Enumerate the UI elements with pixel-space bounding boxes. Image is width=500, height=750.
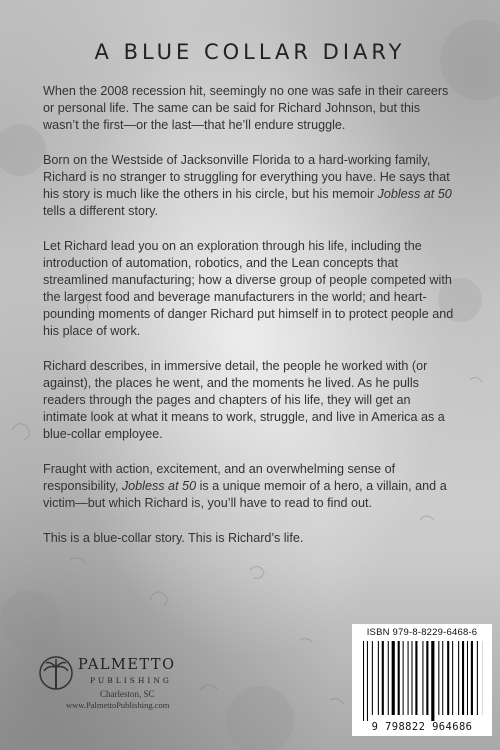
palmetto-tree-icon <box>38 655 74 703</box>
paragraph-text: Fraught with action, excitement, and an overwhelming sense of responsibility, <box>43 462 396 493</box>
isbn-label: ISBN 979-8-8229-6468-6 <box>366 627 478 638</box>
publisher-url: www.PalmettoPublishing.com <box>66 700 170 710</box>
isbn-barcode-box <box>352 624 492 736</box>
paragraph-text: Born on the Westside of Jacksonville Florida to a hard-working family, Richard is no stranger to struggling for everything you have. He says that his story is much like the others in his circle, but his memoir <box>43 153 450 201</box>
publisher-subtitle: PUBLISHING <box>90 676 172 685</box>
barcode <box>361 641 483 721</box>
synopsis-paragraph: When the 2008 recession hit, seemingly no one was safe in their careers or personal life. The same can be said for Richard Johnson, but this wasn’t the first—or the last—that he’ll endure struggle. <box>43 84 449 132</box>
synopsis <box>43 83 457 565</box>
paragraph-text: tells a different story. <box>43 204 159 218</box>
publisher-name: PALMETTO <box>78 657 176 673</box>
synopsis-paragraph: Let Richard lead you on an exploration through his life, including the introduction of automation, robotics, and the Lean concepts that streamlined manufacturing; how a diverse group of people competed with the largest food and beverage manufacturers in the world; and heart-pounding moments of danger Richard put himself in to protect people and his place of work. <box>43 239 454 338</box>
synopsis-paragraph: This is a blue-collar story. This is Richard’s life. <box>43 531 304 545</box>
cover-title: A BLUE COLLAR DIARY <box>94 40 406 64</box>
book-title-italic: Jobless at 50 <box>377 187 452 201</box>
synopsis-paragraph <box>43 461 457 512</box>
paragraph-text: is a unique memoir of a hero, a villain, and a victim—but which Richard is, you’ll have to read to find out. <box>43 479 447 510</box>
synopsis-paragraph <box>43 152 457 220</box>
isbn-digits: 9 798822 964686 <box>371 721 473 733</box>
synopsis-paragraph: Richard describes, in immersive detail, the people he worked with (or against), the places he went, and the moments he lived. As he pulls readers through the pages and chapters of his life, they will get an intimate look at what it means to work, struggle, and live in America as a blue-collar employee. <box>43 359 445 441</box>
publisher-city: Charleston, SC <box>100 689 155 699</box>
book-title-italic: Jobless at 50 <box>121 479 197 493</box>
